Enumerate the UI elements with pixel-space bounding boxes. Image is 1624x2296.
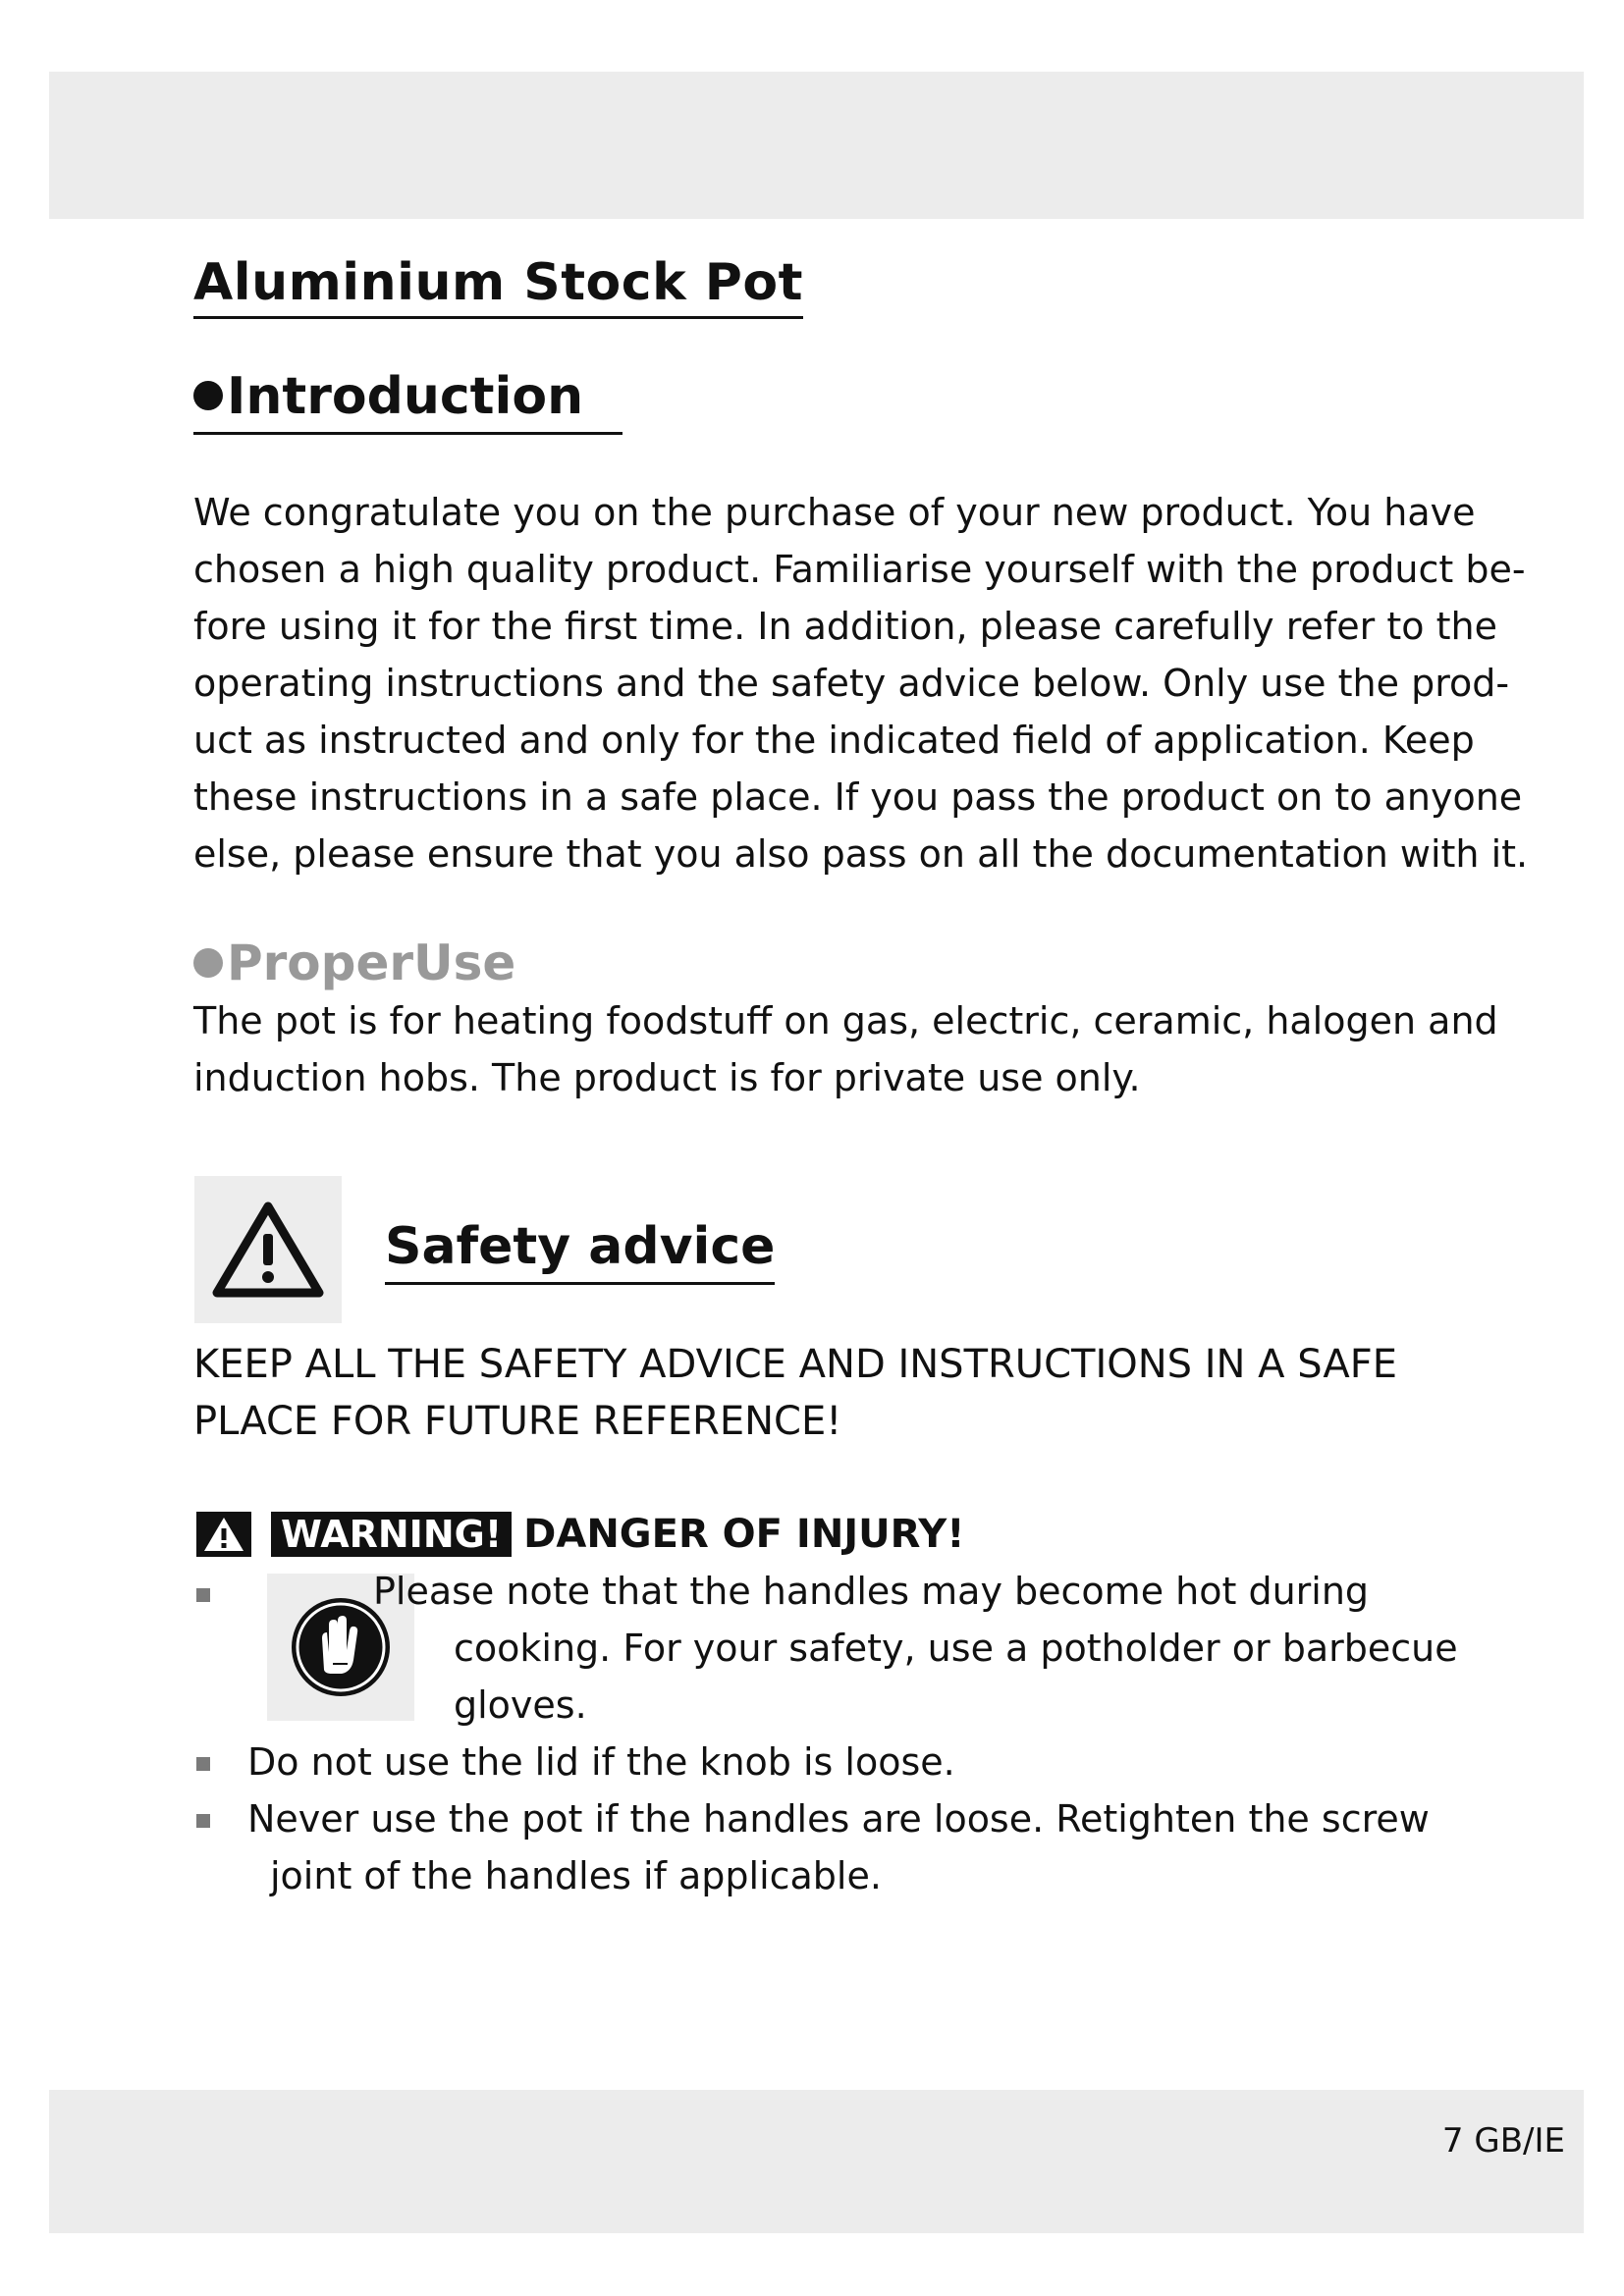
intro-line: else, please ensure that you also pass on all the documentation with it.	[193, 832, 1529, 876]
warning-triangle-icon	[194, 1176, 342, 1323]
proper-use-line: induction hobs. The product is for private use only.	[193, 1056, 1141, 1099]
list-item	[247, 1790, 1430, 1847]
intro-line: fore using it for the first time. In addition, please carefully refer to the	[193, 605, 1497, 648]
header-band	[49, 72, 1584, 219]
proper-use-heading-text: ProperUse	[227, 934, 516, 991]
intro-heading-text: Introduction	[227, 367, 584, 426]
list-item-line: joint of the handles if applicable.	[270, 1854, 882, 1897]
proper-use-heading	[193, 934, 515, 991]
bullet-dot-icon	[193, 948, 223, 978]
keep-line: KEEP ALL THE SAFETY ADVICE AND INSTRUCTIONS IN A SAFE	[193, 1342, 1398, 1387]
list-item-line: cooking. For your safety, use a potholder or barbecue	[454, 1627, 1458, 1670]
keep-line: PLACE FOR FUTURE REFERENCE!	[193, 1399, 842, 1444]
list-item-line: gloves.	[454, 1683, 587, 1727]
list-item-line: Do not use the lid if the knob is loose.	[247, 1740, 955, 1784]
list-item-continuation	[270, 1847, 882, 1904]
intro-paragraph	[193, 484, 1529, 882]
page-number: 7 GB/IE	[1441, 2121, 1565, 2161]
intro-line: chosen a high quality product. Familiarise yourself with the product be-	[193, 548, 1526, 591]
proper-use-line: The pot is for heating foodstuff on gas, electric, ceramic, halogen and	[193, 999, 1498, 1042]
list-bullet-icon	[196, 1814, 210, 1828]
warning-row	[196, 1512, 964, 1557]
list-bullet-icon	[196, 1757, 210, 1771]
footer-band	[49, 2090, 1584, 2233]
proper-use-paragraph	[193, 992, 1498, 1106]
intro-line: uct as instructed and only for the indicated field of application. Keep	[193, 719, 1475, 762]
intro-heading	[193, 367, 623, 435]
intro-line: operating instructions and the safety advice below. Only use the prod-	[193, 662, 1510, 705]
list-item	[247, 1734, 955, 1790]
list-item-line: Please note that the handles may become hot during	[373, 1570, 1370, 1613]
small-warning-icon	[196, 1512, 251, 1557]
list-bullet-icon	[196, 1588, 210, 1602]
intro-line: We congratulate you on the purchase of your new product. You have	[193, 491, 1476, 534]
bullet-dot-icon	[193, 381, 223, 410]
warning-label: WARNING!	[271, 1512, 512, 1557]
keep-instructions-notice	[193, 1336, 1519, 1450]
list-item	[373, 1563, 1369, 1620]
intro-line: these instructions in a safe place. If you pass the product on to anyone	[193, 775, 1523, 819]
list-item-line: Never use the pot if the handles are loose. Retighten the screw	[247, 1797, 1430, 1841]
page-title: Aluminium Stock Pot	[193, 253, 803, 319]
list-item-continuation	[454, 1620, 1458, 1734]
safety-heading: Safety advice	[385, 1217, 775, 1285]
danger-text: DANGER OF INJURY!	[523, 1512, 965, 1557]
